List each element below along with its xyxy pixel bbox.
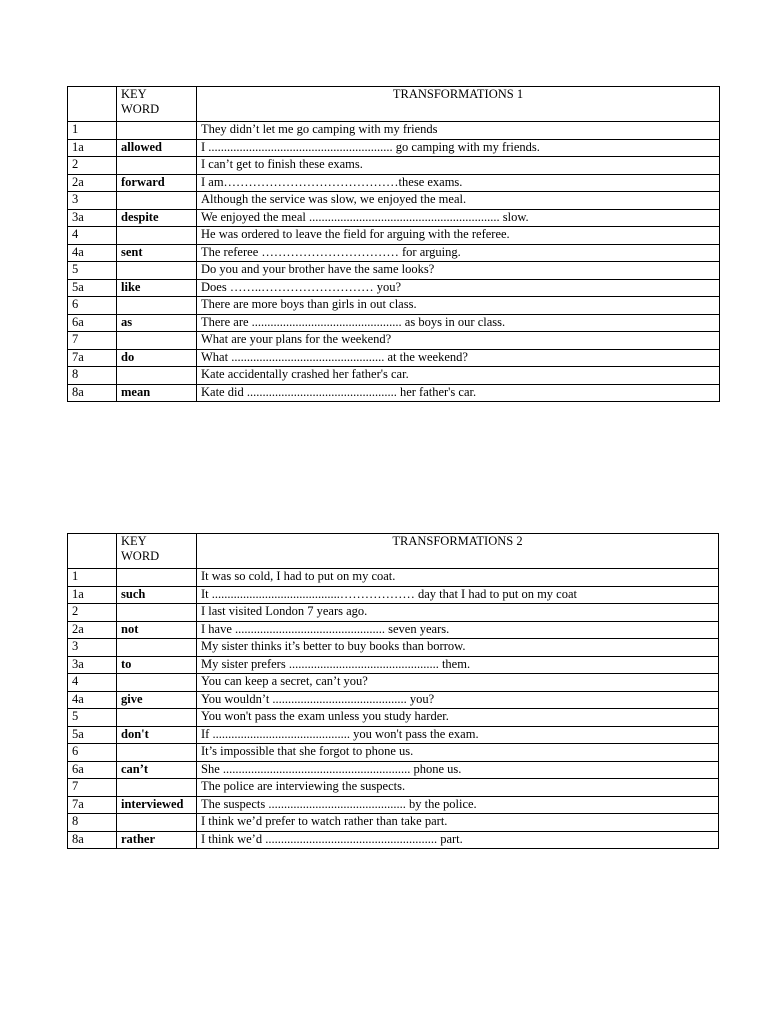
row-number: 3 [68,639,117,657]
sentence-text: I think we’d prefer to watch rather than take part. [197,814,719,832]
table-row [68,569,719,587]
key-word [117,779,197,797]
table-header-row [68,534,719,569]
row-number: 4a [68,691,117,709]
sentence-text: It’s impossible that she forgot to phone us. [197,744,719,762]
sentence-text: The referee …………………………… for arguing. [197,244,720,262]
key-word: forward [117,174,197,192]
key-word [117,569,197,587]
key-word [117,122,197,140]
key-word: mean [117,384,197,402]
sentence-text: She ............................................................ phone us. [197,761,719,779]
table-row [68,796,719,814]
key-word: sent [117,244,197,262]
key-word: such [117,586,197,604]
table-row [68,349,720,367]
row-number: 3 [68,192,117,210]
table-row [68,586,719,604]
table-row [68,639,719,657]
sentence-text: I last visited London 7 years ago. [197,604,719,622]
row-number: 8 [68,814,117,832]
table-row [68,621,719,639]
sentence-text: Does ……..……………………… you? [197,279,720,297]
row-number: 5 [68,709,117,727]
table-row [68,814,719,832]
sentence-text: It .........................................……………… day that I had to put on my coat [197,586,719,604]
row-number: 1a [68,586,117,604]
sentence-text: I can’t get to finish these exams. [197,157,720,175]
table-row [68,157,720,175]
key-word: give [117,691,197,709]
sentence-text: The police are interviewing the suspects. [197,779,719,797]
row-number: 5 [68,262,117,280]
key-word: as [117,314,197,332]
sentence-text: Kate accidentally crashed her father's car. [197,367,720,385]
transformations-table-1 [67,86,720,402]
sentence-text: Do you and your brother have the same looks? [197,262,720,280]
table-row [68,744,719,762]
sentence-text: The suspects ............................................ by the police. [197,796,719,814]
table-row [68,726,719,744]
table-row [68,227,720,245]
sentence-text: It was so cold, I had to put on my coat. [197,569,719,587]
row-number: 6a [68,761,117,779]
table-row [68,367,720,385]
key-word: like [117,279,197,297]
transformations-table-2 [67,533,719,849]
row-number: 1 [68,122,117,140]
key-word [117,639,197,657]
key-word: can’t [117,761,197,779]
key-word [117,297,197,315]
table-row [68,297,720,315]
table-row [68,209,720,227]
key-word: allowed [117,139,197,157]
table-row [68,691,719,709]
table-title: TRANSFORMATIONS 2 [197,534,719,569]
number-header-cell [68,534,117,569]
row-number: 2 [68,157,117,175]
row-number: 6a [68,314,117,332]
table-row [68,244,720,262]
row-number: 2a [68,174,117,192]
key-word [117,367,197,385]
table-row [68,709,719,727]
sentence-text: There are more boys than girls in out class. [197,297,720,315]
row-number: 7a [68,796,117,814]
row-number: 2 [68,604,117,622]
sentence-text: You can keep a secret, can’t you? [197,674,719,692]
table-row [68,139,720,157]
table-row [68,384,720,402]
table-row [68,174,720,192]
key-word: despite [117,209,197,227]
key-word-header-line1: KEY [121,534,147,548]
row-number: 8a [68,831,117,849]
key-word [117,814,197,832]
row-number: 7 [68,779,117,797]
key-word: to [117,656,197,674]
row-number: 8 [68,367,117,385]
key-word [117,192,197,210]
sentence-text: You wouldn’t ........................................... you? [197,691,719,709]
sentence-text: Kate did ................................................ her father's car. [197,384,720,402]
key-word [117,744,197,762]
table-row [68,279,720,297]
row-number: 1 [68,569,117,587]
key-word: do [117,349,197,367]
key-word: interviewed [117,796,197,814]
key-word [117,604,197,622]
sentence-text: My sister prefers ................................................ them. [197,656,719,674]
key-word-header [117,534,197,569]
key-word [117,332,197,350]
row-number: 7 [68,332,117,350]
key-word-header-line2: WORD [121,549,160,563]
table-row [68,674,719,692]
row-number: 3a [68,209,117,227]
key-word: rather [117,831,197,849]
sentence-text: Although the service was slow, we enjoyed the meal. [197,192,720,210]
sentence-text: They didn’t let me go camping with my friends [197,122,720,140]
table-header-row [68,87,720,122]
row-number: 5a [68,279,117,297]
row-number: 6 [68,744,117,762]
key-word: not [117,621,197,639]
table-row [68,192,720,210]
row-number: 7a [68,349,117,367]
key-word-header [117,87,197,122]
table-row [68,761,719,779]
key-word [117,227,197,245]
key-word-header-line1: KEY [121,87,147,101]
sentence-text: There are ................................................ as boys in our class. [197,314,720,332]
table-row [68,831,719,849]
sentence-text: You won't pass the exam unless you study harder. [197,709,719,727]
key-word: don't [117,726,197,744]
sentence-text: He was ordered to leave the field for arguing with the referee. [197,227,720,245]
key-word [117,262,197,280]
sentence-text: I have ................................................ seven years. [197,621,719,639]
row-number: 4 [68,674,117,692]
table-row [68,779,719,797]
row-number: 1a [68,139,117,157]
table-row [68,332,720,350]
row-number: 4a [68,244,117,262]
table-row [68,604,719,622]
table-row [68,122,720,140]
table-title: TRANSFORMATIONS 1 [197,87,720,122]
key-word [117,674,197,692]
key-word [117,157,197,175]
sentence-text: We enjoyed the meal ............................................................. slow. [197,209,720,227]
key-word-header-line2: WORD [121,102,160,116]
row-number: 6 [68,297,117,315]
sentence-text: I ........................................................... go camping with my friends. [197,139,720,157]
sentence-text: I think we’d ....................................................... part. [197,831,719,849]
row-number: 8a [68,384,117,402]
row-number: 5a [68,726,117,744]
row-number: 2a [68,621,117,639]
sentence-text: I am……………………………………these exams. [197,174,720,192]
table-row [68,262,720,280]
sentence-text: My sister thinks it’s better to buy books than borrow. [197,639,719,657]
sentence-text: If ............................................ you won't pass the exam. [197,726,719,744]
sentence-text: What ................................................. at the weekend? [197,349,720,367]
key-word [117,709,197,727]
number-header-cell [68,87,117,122]
table-row [68,656,719,674]
table-row [68,314,720,332]
row-number: 4 [68,227,117,245]
sentence-text: What are your plans for the weekend? [197,332,720,350]
row-number: 3a [68,656,117,674]
